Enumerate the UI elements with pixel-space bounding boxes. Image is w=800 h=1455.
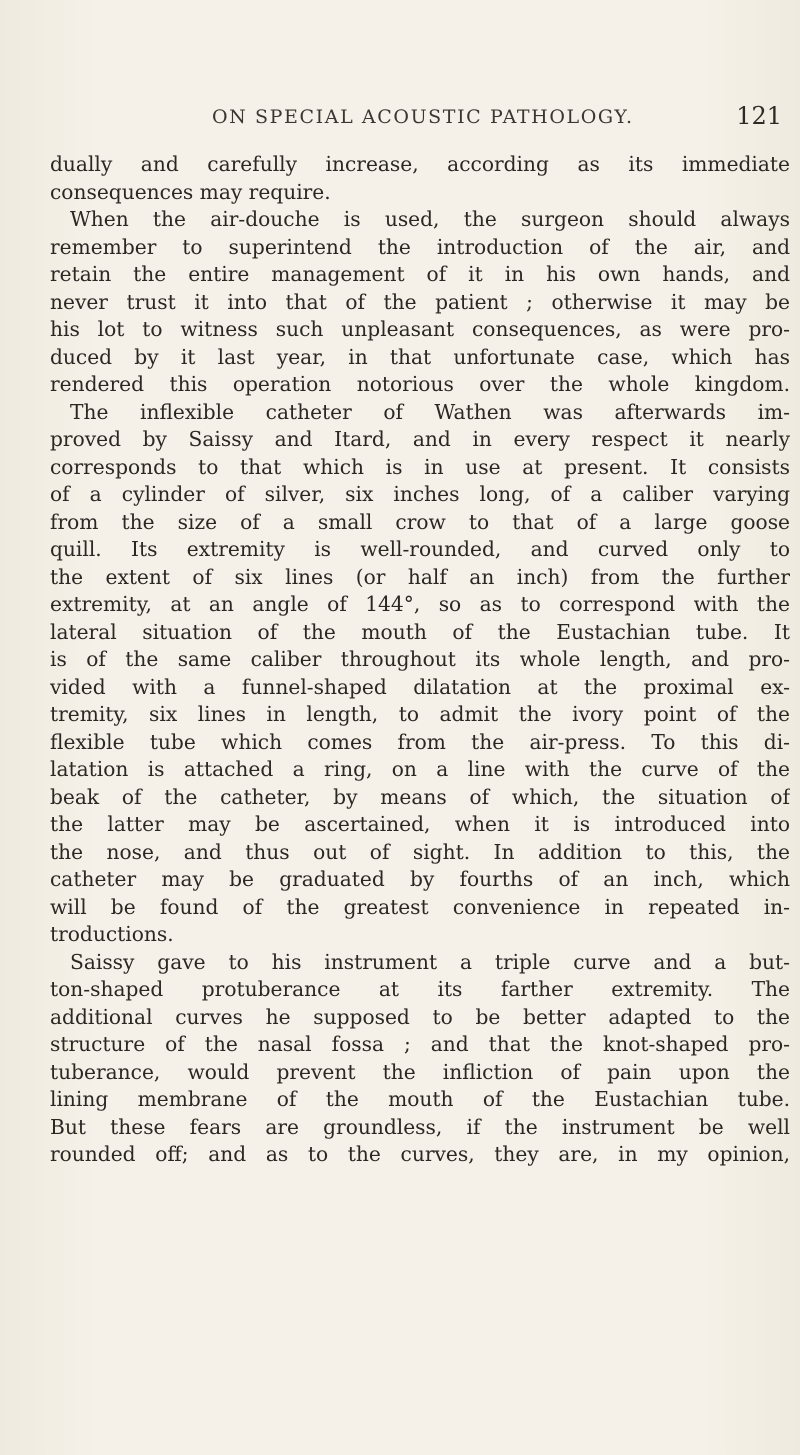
running-head: ON SPECIAL ACOUSTIC PATHOLOGY.: [212, 106, 634, 128]
text-line: consequences may require.: [50, 179, 331, 204]
text-line: the extent of six lines (or half an inch) from the further: [50, 564, 790, 589]
page-header: [212, 102, 782, 134]
text-line: lining membrane of the mouth of the Eustachian tube.: [50, 1087, 790, 1111]
text-line: never trust it into that of the patient ; otherwise it may be: [50, 289, 790, 314]
text-line: from the size of a small crow to that of a large goose: [50, 509, 790, 534]
text-line: dually and carefully increase, according as its immediate: [50, 152, 790, 176]
text-line: When the air-douche is used, the surgeon should always: [70, 207, 790, 231]
text-line: retain the entire management of it in his own hands, and: [50, 262, 790, 286]
text-line: ton-shaped protuberance at its farther extremity. The: [50, 977, 790, 1001]
text-line: beak of the catheter, by means of which, the situation of: [50, 784, 790, 809]
text-line: But these fears are groundless, if the instrument be well: [50, 1114, 790, 1139]
text-line: catheter may be graduated by fourths of an inch, which: [50, 867, 790, 891]
text-line: the latter may be ascertained, when it is introduced into: [50, 812, 790, 836]
text-line: tuberance, would prevent the infliction of pain upon the: [50, 1059, 790, 1084]
body-text: [50, 151, 790, 1169]
text-line: rounded off; and as to the curves, they are, in my opinion,: [50, 1142, 790, 1166]
text-line: additional curves he supposed to be better adapted to the: [50, 1004, 790, 1029]
text-line: of a cylinder of silver, six inches long, of a caliber varying: [50, 482, 790, 506]
text-line: is of the same caliber throughout its whole length, and pro-: [50, 647, 790, 671]
text-line: flexible tube which comes from the air-press. To this di-: [50, 729, 790, 754]
text-line: Saissy gave to his instrument a triple curve and a but-: [70, 949, 790, 974]
text-line: tremity, six lines in length, to admit the ivory point of the: [50, 702, 790, 726]
text-line: latation is attached a ring, on a line with the curve of the: [50, 757, 790, 781]
text-line: extremity, at an angle of 144°, so as to correspond with the: [50, 592, 790, 616]
text-line: quill. Its extremity is well-rounded, and curved only to: [50, 537, 790, 561]
page-number: 121: [736, 102, 782, 130]
text-line: corresponds to that which is in use at present. It consists: [50, 454, 790, 479]
text-line: The inflexible catheter of Wathen was afterwards im-: [70, 399, 790, 424]
text-line: will be found of the greatest convenience in repeated in-: [50, 894, 790, 919]
text-line: duced by it last year, in that unfortunate case, which has: [50, 344, 790, 369]
text-line: the nose, and thus out of sight. In addition to this, the: [50, 839, 790, 864]
text-line: structure of the nasal fossa ; and that the knot-shaped pro-: [50, 1032, 790, 1056]
text-line: rendered this operation notorious over the whole kingdom.: [50, 372, 790, 396]
text-line: remember to superintend the introduction of the air, and: [50, 234, 790, 259]
text-line: his lot to witness such unpleasant consequences, as were pro-: [50, 317, 790, 341]
text-line: vided with a funnel-shaped dilatation at the proximal ex-: [50, 674, 790, 699]
text-line: proved by Saissy and Itard, and in every respect it nearly: [50, 427, 790, 451]
text-line: lateral situation of the mouth of the Eustachian tube. It: [50, 619, 790, 644]
text-line: troductions.: [50, 922, 174, 946]
